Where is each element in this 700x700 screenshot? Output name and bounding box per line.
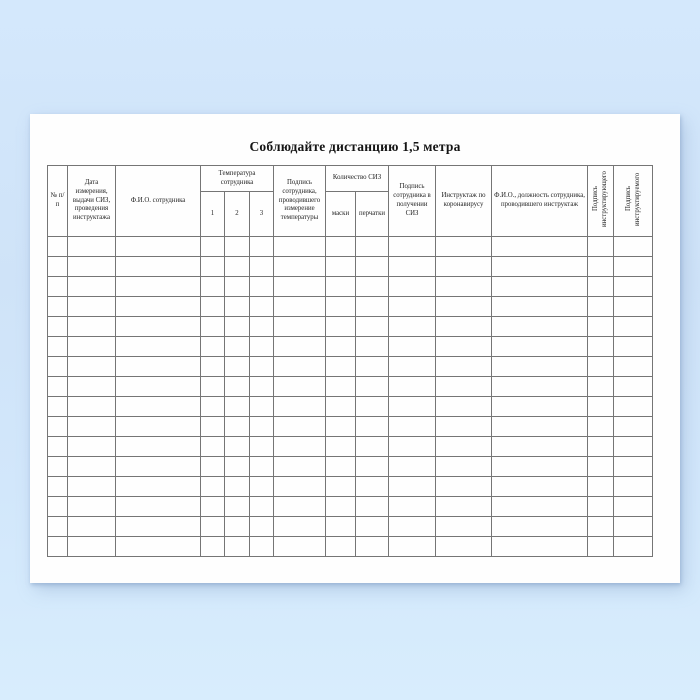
col-subheader-masks: маски [326,192,356,237]
empty-cell [588,436,614,456]
col-subheader-temp-3: 3 [250,192,274,237]
empty-cell [274,236,326,256]
empty-cell [356,256,389,276]
empty-cell [614,236,653,256]
empty-cell [492,276,588,296]
empty-cell [274,276,326,296]
empty-cell [436,376,492,396]
empty-cell [201,256,225,276]
empty-cell [250,296,274,316]
empty-cell [68,396,116,416]
table-header [48,166,653,237]
col-header-temperature-group: Температура сотрудника [201,166,274,192]
empty-cell [588,396,614,416]
empty-cell [48,476,68,496]
empty-cell [68,436,116,456]
table-row [48,276,653,296]
empty-cell [389,416,436,436]
empty-cell [492,476,588,496]
empty-cell [356,516,389,536]
empty-cell [614,336,653,356]
table-row [48,236,653,256]
empty-cell [250,476,274,496]
empty-cell [48,496,68,516]
empty-cell [116,536,201,556]
table-body [48,236,653,556]
empty-cell [68,296,116,316]
empty-cell [389,316,436,336]
col-subheader-temp-1: 1 [201,192,225,237]
register-table [47,165,653,557]
empty-cell [614,436,653,456]
table-row [48,536,653,556]
table-row [48,516,653,536]
empty-cell [389,256,436,276]
empty-cell [614,316,653,336]
empty-cell [356,536,389,556]
empty-cell [48,436,68,456]
empty-cell [356,236,389,256]
empty-cell [436,516,492,536]
empty-cell [326,296,356,316]
empty-cell [614,296,653,316]
empty-cell [389,536,436,556]
empty-cell [389,336,436,356]
empty-cell [225,516,250,536]
empty-cell [225,436,250,456]
table-row [48,456,653,476]
empty-cell [225,296,250,316]
empty-cell [116,436,201,456]
empty-cell [356,316,389,336]
empty-cell [48,416,68,436]
empty-cell [492,376,588,396]
empty-cell [389,396,436,416]
empty-cell [116,296,201,316]
empty-cell [588,496,614,516]
empty-cell [250,436,274,456]
empty-cell [201,276,225,296]
empty-cell [48,256,68,276]
empty-cell [326,236,356,256]
empty-cell [326,276,356,296]
empty-cell [68,276,116,296]
table-row [48,256,653,276]
empty-cell [274,536,326,556]
empty-cell [588,316,614,336]
empty-cell [48,376,68,396]
empty-cell [250,496,274,516]
empty-cell [225,456,250,476]
empty-cell [201,536,225,556]
empty-cell [201,456,225,476]
empty-cell [274,436,326,456]
table-row [48,476,653,496]
empty-cell [48,516,68,536]
empty-cell [588,416,614,436]
col-header-temperature-signature: Подпись сотрудника, проводившего измерение температуры [274,166,326,237]
empty-cell [116,336,201,356]
empty-cell [436,496,492,516]
empty-cell [356,356,389,376]
empty-cell [68,256,116,276]
empty-cell [48,236,68,256]
empty-cell [436,256,492,276]
empty-cell [201,396,225,416]
empty-cell [48,276,68,296]
empty-cell [116,516,201,536]
empty-cell [48,356,68,376]
empty-cell [436,296,492,316]
empty-cell [356,436,389,456]
empty-cell [356,396,389,416]
empty-cell [201,236,225,256]
empty-cell [389,276,436,296]
empty-cell [389,496,436,516]
empty-cell [492,316,588,336]
empty-cell [436,476,492,496]
empty-cell [356,456,389,476]
table-row [48,436,653,456]
empty-cell [356,376,389,396]
empty-cell [492,396,588,416]
col-header-ppe-signature: Подпись сотрудника в получении СИЗ [389,166,436,237]
empty-cell [356,496,389,516]
empty-cell [201,476,225,496]
document-page [30,114,680,583]
empty-cell [492,536,588,556]
empty-cell [389,516,436,536]
empty-cell [274,456,326,476]
col-header-instructed-signature [614,166,653,237]
empty-cell [116,496,201,516]
empty-cell [588,236,614,256]
table-row [48,496,653,516]
table-row [48,316,653,336]
empty-cell [201,516,225,536]
empty-cell [68,476,116,496]
table-row [48,296,653,316]
col-header-employee-name: Ф.И.О. сотрудника [116,166,201,237]
empty-cell [68,516,116,536]
empty-cell [68,456,116,476]
empty-cell [614,476,653,496]
instructed-signature-label: Подпись инструктируемого [624,172,642,226]
empty-cell [436,356,492,376]
empty-cell [326,336,356,356]
empty-cell [389,296,436,316]
empty-cell [436,536,492,556]
empty-cell [274,336,326,356]
empty-cell [48,296,68,316]
col-header-date: Дата измерения, выдачи СИЗ, проведения инструктажа [68,166,116,237]
empty-cell [436,336,492,356]
empty-cell [116,356,201,376]
empty-cell [326,496,356,516]
empty-cell [492,516,588,536]
empty-cell [225,356,250,376]
empty-cell [68,316,116,336]
empty-cell [436,276,492,296]
empty-cell [389,436,436,456]
empty-cell [492,416,588,436]
empty-cell [225,376,250,396]
empty-cell [326,536,356,556]
empty-cell [68,496,116,516]
empty-cell [492,496,588,516]
empty-cell [225,396,250,416]
empty-cell [588,376,614,396]
empty-cell [326,516,356,536]
empty-cell [116,456,201,476]
empty-cell [588,256,614,276]
empty-cell [225,496,250,516]
empty-cell [492,256,588,276]
empty-cell [48,316,68,336]
empty-cell [116,236,201,256]
empty-cell [614,496,653,516]
empty-cell [614,516,653,536]
col-header-instructor-signature [588,166,614,237]
empty-cell [225,476,250,496]
empty-cell [588,456,614,476]
empty-cell [250,356,274,376]
empty-cell [116,476,201,496]
empty-cell [201,296,225,316]
empty-cell [356,276,389,296]
empty-cell [201,356,225,376]
empty-cell [274,256,326,276]
empty-cell [326,316,356,336]
empty-cell [389,476,436,496]
empty-cell [492,336,588,356]
empty-cell [326,456,356,476]
col-header-ppe-group: Количество СИЗ [326,166,389,192]
empty-cell [201,496,225,516]
empty-cell [588,476,614,496]
col-header-instructor-name: Ф.И.О., должность сотрудника, проводившего инструктаж [492,166,588,237]
empty-cell [326,436,356,456]
empty-cell [326,356,356,376]
empty-cell [389,356,436,376]
empty-cell [588,296,614,316]
empty-cell [356,416,389,436]
empty-cell [492,456,588,476]
empty-cell [116,396,201,416]
empty-cell [614,456,653,476]
empty-cell [614,276,653,296]
empty-cell [588,516,614,536]
empty-cell [274,396,326,416]
empty-cell [48,536,68,556]
empty-cell [68,236,116,256]
empty-cell [436,416,492,436]
empty-cell [250,316,274,336]
empty-cell [614,356,653,376]
empty-cell [225,416,250,436]
empty-cell [250,416,274,436]
table-row [48,416,653,436]
empty-cell [250,236,274,256]
empty-cell [436,236,492,256]
empty-cell [201,316,225,336]
empty-cell [356,336,389,356]
empty-cell [201,436,225,456]
col-header-instruction: Инструктаж по коронавирусу [436,166,492,237]
empty-cell [250,376,274,396]
empty-cell [250,336,274,356]
empty-cell [68,336,116,356]
empty-cell [356,476,389,496]
empty-cell [614,416,653,436]
empty-cell [225,336,250,356]
empty-cell [614,396,653,416]
empty-cell [492,296,588,316]
empty-cell [436,316,492,336]
empty-cell [274,376,326,396]
empty-cell [116,316,201,336]
empty-cell [492,436,588,456]
empty-cell [274,416,326,436]
empty-cell [389,376,436,396]
empty-cell [274,356,326,376]
table-row [48,336,653,356]
empty-cell [274,296,326,316]
empty-cell [116,276,201,296]
empty-cell [389,236,436,256]
empty-cell [326,376,356,396]
empty-cell [250,536,274,556]
empty-cell [588,336,614,356]
empty-cell [614,376,653,396]
empty-cell [326,256,356,276]
empty-cell [356,296,389,316]
col-header-row-number: № п/п [48,166,68,237]
empty-cell [68,536,116,556]
table-row [48,396,653,416]
col-subheader-temp-2: 2 [225,192,250,237]
empty-cell [68,376,116,396]
empty-cell [588,276,614,296]
empty-cell [588,536,614,556]
empty-cell [614,536,653,556]
empty-cell [225,276,250,296]
empty-cell [436,396,492,416]
table-row [48,376,653,396]
empty-cell [225,256,250,276]
empty-cell [326,396,356,416]
empty-cell [250,456,274,476]
empty-cell [436,436,492,456]
empty-cell [492,236,588,256]
empty-cell [48,456,68,476]
empty-cell [588,356,614,376]
empty-cell [225,536,250,556]
empty-cell [201,416,225,436]
empty-cell [326,476,356,496]
empty-cell [116,416,201,436]
empty-cell [250,396,274,416]
empty-cell [116,376,201,396]
col-subheader-gloves: перчатки [356,192,389,237]
empty-cell [274,476,326,496]
empty-cell [116,256,201,276]
table-row [48,356,653,376]
empty-cell [68,416,116,436]
empty-cell [48,396,68,416]
empty-cell [389,456,436,476]
empty-cell [48,336,68,356]
empty-cell [274,496,326,516]
empty-cell [250,516,274,536]
empty-cell [225,236,250,256]
empty-cell [225,316,250,336]
empty-cell [68,356,116,376]
empty-cell [201,376,225,396]
empty-cell [614,256,653,276]
empty-cell [326,416,356,436]
instructor-signature-label: Подпись инструктирующего [592,171,609,227]
empty-cell [250,256,274,276]
empty-cell [274,516,326,536]
empty-cell [492,356,588,376]
page-title: Соблюдайте дистанцию 1,5 метра [249,139,461,154]
empty-cell [436,456,492,476]
empty-cell [274,316,326,336]
empty-cell [250,276,274,296]
empty-cell [201,336,225,356]
